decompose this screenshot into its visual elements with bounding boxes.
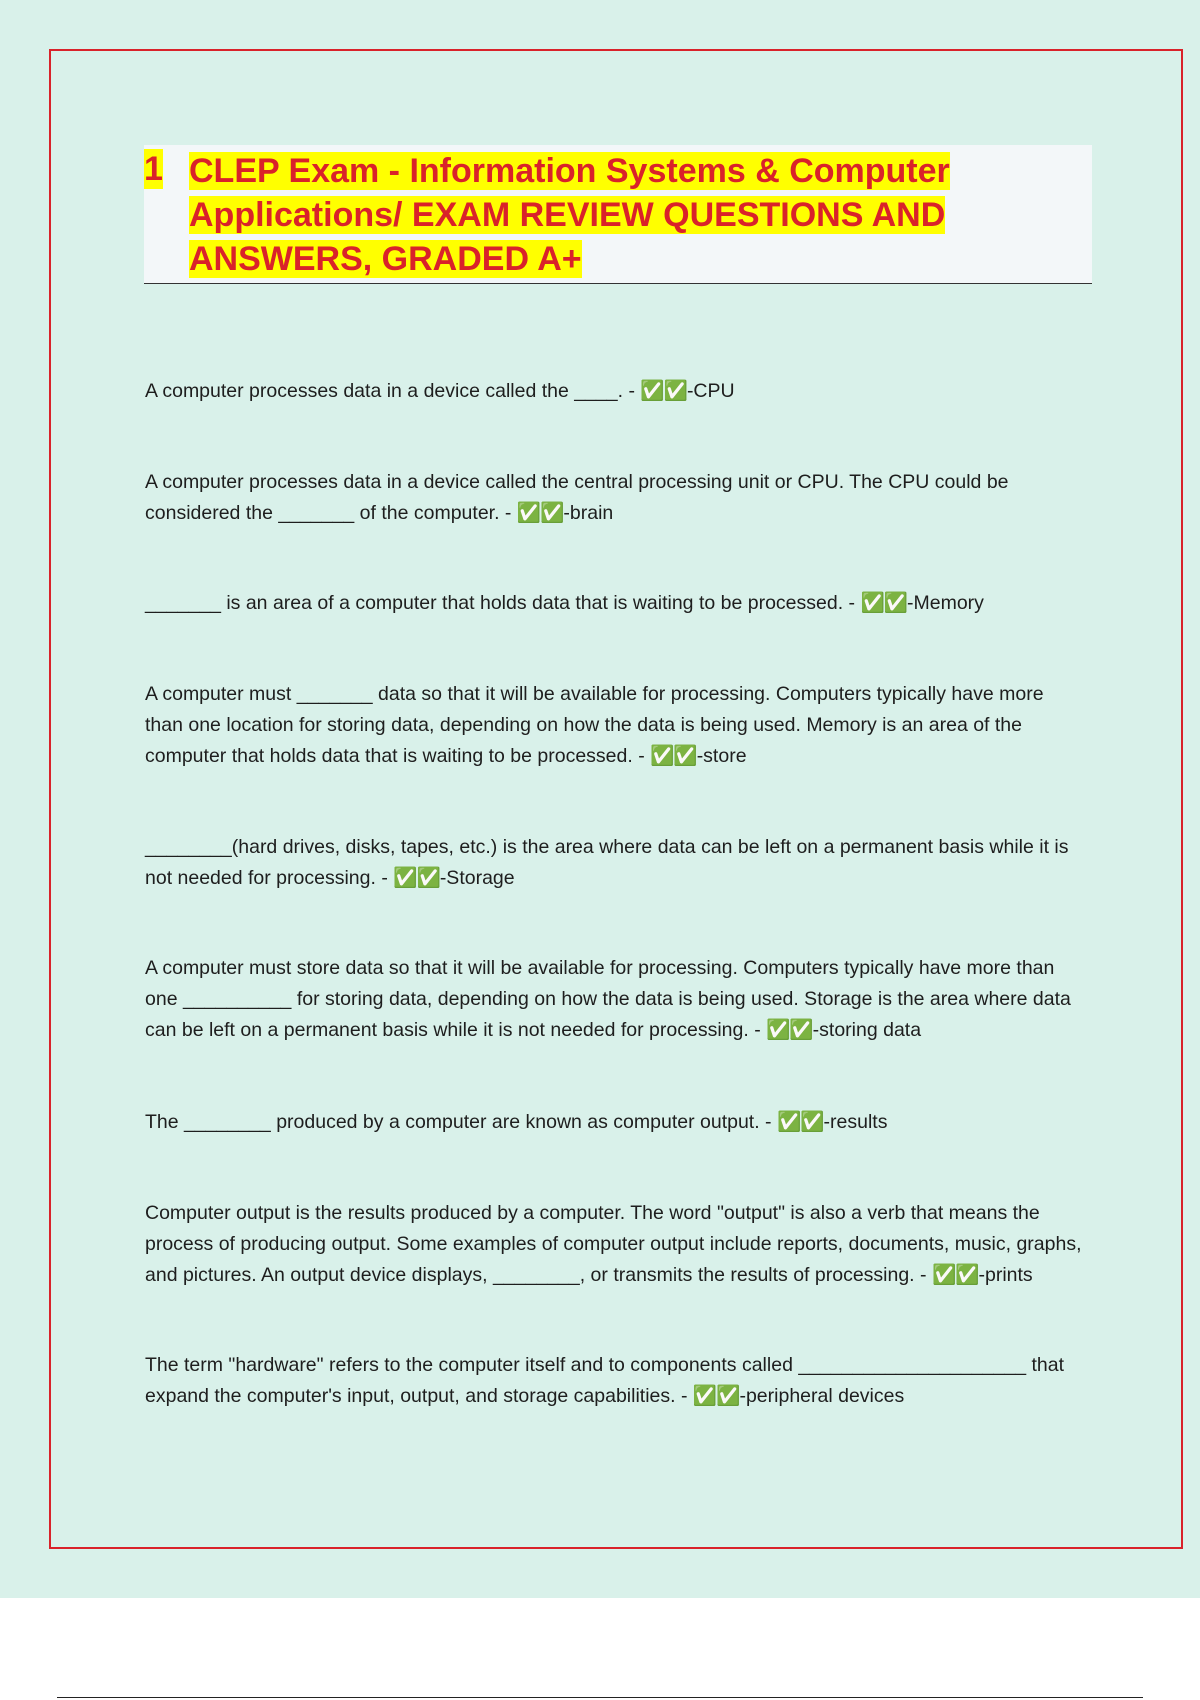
answer: -brain xyxy=(563,502,614,524)
qa-item-3: _______ is an area of a computer that holds data that is waiting to be processed. - ✅✅-Memory xyxy=(145,592,984,614)
qa-item-4: A computer must _______ data so that it will be available for processing. Computers typically have more than one location for storing data, depending on how the data is being used. Memory is an area of the computer that holds data that is waiting to be processed. - ✅✅-store xyxy=(145,683,1044,767)
answer: -peripheral devices xyxy=(739,1385,905,1407)
heading-number: 1 xyxy=(144,150,163,188)
qa-list xyxy=(145,376,1085,1412)
check-mark-icon: ✅✅ xyxy=(393,867,440,889)
heading-line-1: CLEP Exam - Information Systems & Computer xyxy=(189,152,950,190)
check-mark-icon: ✅✅ xyxy=(516,502,564,524)
heading-title xyxy=(189,149,1089,281)
qa-item-2: A computer processes data in a device called the central processing unit or CPU. The CPU could be considered the _______ of the computer. - ✅✅-brain xyxy=(145,471,1009,524)
qa-item-6: A computer must store data so that it will be available for processing. Computers typically have more than one __________ for storing data, depending on how the data is being used. Storage is the area where data can be left on a permanent basis while it is not needed for processing. - ✅✅-storing data xyxy=(145,957,1071,1041)
qa-item-7: The ________ produced by a computer are known as computer output. - ✅✅-results xyxy=(145,1111,888,1133)
footer-rule xyxy=(57,1697,1143,1698)
check-mark-icon: ✅✅ xyxy=(860,592,908,614)
check-mark-icon: ✅✅ xyxy=(931,1264,979,1286)
qa-item-5: ________(hard drives, disks, tapes, etc.) is the area where data can be left on a permanent basis while it is not needed for processing. - ✅✅-Storage xyxy=(145,836,1069,889)
answer: -store xyxy=(696,745,747,767)
check-mark-icon: ✅✅ xyxy=(640,380,687,402)
heading-line-2: Applications/ EXAM REVIEW QUESTIONS AND xyxy=(189,196,946,234)
answer: -Memory xyxy=(907,592,984,614)
answer: -results xyxy=(823,1111,888,1133)
check-mark-icon: ✅✅ xyxy=(776,1111,824,1133)
answer: -prints xyxy=(978,1264,1033,1286)
check-mark-icon: ✅✅ xyxy=(692,1385,740,1407)
check-mark-icon: ✅✅ xyxy=(650,745,697,767)
qa-item-8: Computer output is the results produced by a computer. The word "output" is also a verb that means the process of producing output. Some examples of computer output include reports, documents, music, graphs, and pictures. An output device displays, ________, or transmits the results of processing. - ✅✅-prints xyxy=(145,1202,1082,1286)
check-mark-icon: ✅✅ xyxy=(766,1019,813,1041)
document-heading xyxy=(144,145,1092,284)
heading-line-3: ANSWERS, GRADED A+ xyxy=(189,240,582,278)
answer: -Storage xyxy=(439,867,515,889)
answer: -storing data xyxy=(812,1019,922,1041)
qa-item-9: The term "hardware" refers to the computer itself and to components called _____________________ that expand the computer's input, output, and storage capabilities. - ✅✅-peripheral devices xyxy=(145,1354,1065,1407)
qa-item-1: A computer processes data in a device called the ____. - ✅✅-CPU xyxy=(145,380,735,402)
answer: -CPU xyxy=(686,380,735,402)
